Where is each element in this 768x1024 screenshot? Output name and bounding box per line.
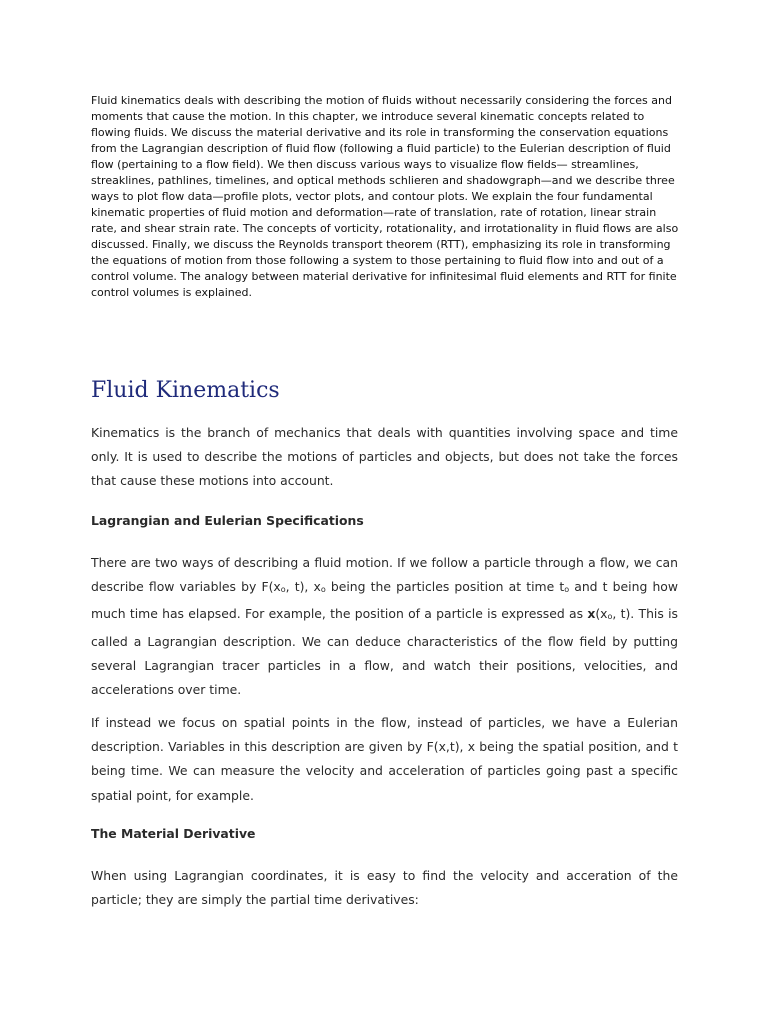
abstract-paragraph: Fluid kinematics deals with describing the motion of fluids without necessarily considering the forces and moments that cause the motion. In this chapter, we introduce several kinematic concepts related to flowing fluids. We discuss the material derivative and its role in transforming the conservation equations from the Lagrangian description of fluid flow (following a fluid particle) to the Eulerian description of fluid flow (pertaining to a flow field). We then discuss various ways to visualize flow fields— streamlines, streaklines, pathlines, timelines, and optical methods schlieren and shadowgraph—and we describe three ways to plot flow data—profile plots, vector plots, and contour plots. We explain the four fundamental kinematic properties of fluid motion and deformation—rate of translation, rate of rotation, linear strain rate, and shear strain rate. The concepts of vorticity, rotationality, and irrotationality in fluid flows are also discussed. Finally, we discuss the Reynolds transport theorem (RTT), emphasizing its role in transforming the equations of motion from those following a system to those pertaining to fluid flow into and out of a control volume. The analogy between material derivative for infinitesimal fluid elements and RTT for finite control volumes is explained. [91,94,679,299]
subscript-o: o [564,585,570,595]
subscript-o: o [607,612,613,622]
subscript-o: o [280,585,286,595]
lagrangian-text-4: and t being how much time has elapsed. For example, the position of a particle is expressed as [91,579,679,622]
lagrangian-text-6: , t). This is called a Lagrangian description. We can deduce characteristics of the flow field by putting several Lagrangian tracer particles in a flow, and watch their positions, velocities, and accelerations over time. [91,606,678,698]
position-vector-x: x [587,606,596,622]
lagrangian-text-2: , t), x [285,579,321,595]
lagrangian-text-1: There are two ways of describing a fluid motion. If we follow a particle through a flow, we can describe flow variables by F(x [91,555,678,595]
page-title: Fluid Kinematics [91,378,280,403]
lagrangian-text-3: being the particles position at time t [325,579,565,595]
material-derivative-paragraph: When using Lagrangian coordinates, it is easy to find the velocity and acceration of the particle; they are simply the partial time derivatives: [91,868,678,908]
lagrangian-eulerian-heading: Lagrangian and Eulerian Specifications [91,513,364,528]
kinematics-paragraph: Kinematics is the branch of mechanics that deals with quantities involving space and time only. It is used to describe the motions of particles and objects, but does not take the forces that cause these motions into account. [91,425,678,489]
lagrangian-text-5: (x [595,606,608,622]
subscript-o: o [320,585,326,595]
material-derivative-heading: The Material Derivative [91,826,256,841]
lagrangian-paragraph [91,551,678,702]
eulerian-paragraph: If instead we focus on spatial points in the flow, instead of particles, we have a Eulerian description. Variables in this description are given by F(x,t), x being the spatial position, and t being time. We can measure the velocity and acceleration of particles going past a specific spatial point, for example. [91,715,678,803]
